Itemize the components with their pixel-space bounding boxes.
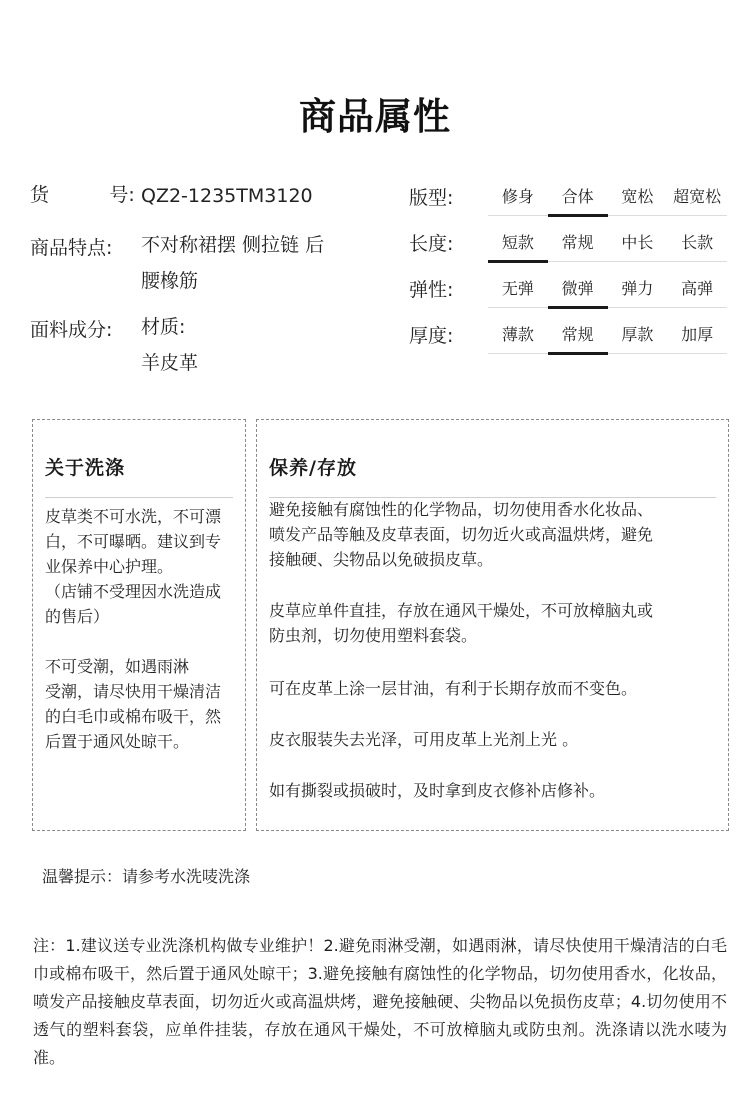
attr-value-line1: 材质: bbox=[141, 316, 186, 338]
spec-option: 超宽松 bbox=[673, 187, 722, 206]
attr-value: QZ2-1235TM3120 bbox=[141, 185, 313, 207]
spec-label: 版型: bbox=[409, 187, 454, 209]
spec-options bbox=[488, 317, 727, 354]
spec-option: 加厚 bbox=[681, 325, 714, 344]
text-line: 皮草应单件直挂，存放在通风干燥处，不可放樟脑丸或 bbox=[269, 601, 654, 620]
spec-row bbox=[409, 179, 722, 221]
attr-value-line2: 腰橡筋 bbox=[141, 270, 199, 292]
washing-para-1 bbox=[45, 504, 221, 629]
spec-label: 弹性: bbox=[409, 279, 454, 301]
spec-option: 宽松 bbox=[621, 187, 654, 206]
attr-value-line1: 不对称裙摆 侧拉链 后 bbox=[141, 234, 325, 256]
spec-option: 中长 bbox=[621, 233, 654, 252]
text-line: 避免接触有腐蚀性的化学物品，切勿使用香水化妆品、 bbox=[269, 500, 654, 519]
care-para-4: 皮衣服装失去光泽，可用皮革上光剂上光 。 bbox=[269, 730, 579, 749]
spec-options bbox=[488, 179, 727, 216]
divider bbox=[45, 497, 233, 498]
care-para-2 bbox=[269, 598, 653, 648]
spec-label: 厚度: bbox=[409, 325, 454, 347]
spec-option: 长款 bbox=[681, 233, 714, 252]
spec-option-selected: 短款 bbox=[488, 225, 548, 261]
attr-value-line2: 羊皮革 bbox=[141, 352, 199, 374]
text-line: （店铺不受理因水洗造成 bbox=[45, 582, 222, 601]
text-line: 白，不可曝晒。建议到专 bbox=[45, 532, 222, 551]
spec-row bbox=[409, 271, 719, 313]
text-line: 接触硬、尖物品以免破损皮草。 bbox=[269, 550, 494, 569]
page-title: 商品属性 bbox=[299, 95, 451, 138]
spec-row bbox=[409, 225, 719, 267]
spec-row bbox=[409, 317, 719, 359]
spec-options bbox=[488, 225, 727, 262]
spec-option: 薄款 bbox=[501, 325, 534, 344]
attr-label: 货 号: bbox=[30, 184, 135, 206]
spec-label: 长度: bbox=[409, 233, 454, 255]
text-line: 的白毛巾或棉布吸干，然 bbox=[45, 707, 222, 726]
spec-option-selected: 合体 bbox=[548, 179, 608, 215]
spec-options bbox=[488, 271, 727, 308]
text-line: 喷发产品等触及皮草表面，切勿近火或高温烘烤，避免 bbox=[269, 525, 654, 544]
care-note: 注：1.建议送专业洗涤机构做专业维护！2.避免雨淋受潮，如遇雨淋，请尽快使用干燥清洁的白毛巾或棉布吸干，然后置于通风处晾干；3.避免接触有腐蚀性的化学物品，切勿使用香水，化妆品，喷发产品接触皮草表面，切勿近火或高温烘烤，避免接触硬、尖物品以免损伤皮草；4.切勿使用不透气的塑料套袋，应单件挂装，存放在通风干燥处，不可放樟脑丸或防虫剂。洗涤请以洗水唛为准。 bbox=[33, 936, 727, 1067]
text-line: 皮草类不可水洗，不可漂 bbox=[45, 507, 222, 526]
spec-option: 弹力 bbox=[621, 279, 654, 298]
text-line: 的售后） bbox=[45, 607, 110, 626]
spec-option: 修身 bbox=[501, 187, 534, 206]
spec-option: 厚款 bbox=[621, 325, 654, 344]
care-para-5: 如有撕裂或损破时，及时拿到皮衣修补店修补。 bbox=[269, 781, 606, 800]
attr-label: 面料成分: bbox=[30, 319, 113, 341]
text-line: 业保养中心护理。 bbox=[45, 557, 174, 576]
text-line: 不可受潮，如遇雨淋 bbox=[45, 657, 190, 676]
spec-option: 高弹 bbox=[681, 279, 714, 298]
warm-tip: 温馨提示：请参考水洗唛洗涤 bbox=[42, 867, 251, 886]
care-para-3: 可在皮革上涂一层甘油，有利于长期存放而不变色。 bbox=[269, 679, 638, 698]
care-title: 保养/存放 bbox=[269, 457, 357, 479]
attr-label: 商品特点: bbox=[30, 237, 113, 259]
washing-para-2 bbox=[45, 654, 221, 754]
text-line: 受潮，请尽快用干燥清洁 bbox=[45, 682, 222, 701]
text-line: 后置于通风处晾干。 bbox=[45, 732, 190, 751]
spec-option: 无弹 bbox=[501, 279, 534, 298]
washing-title: 关于洗涤 bbox=[45, 457, 126, 479]
spec-option-selected: 常规 bbox=[548, 317, 608, 353]
care-para-1 bbox=[269, 497, 653, 572]
spec-option: 常规 bbox=[561, 233, 594, 252]
washing-box bbox=[32, 419, 246, 831]
text-line: 防虫剂，切勿使用塑料套袋。 bbox=[269, 626, 478, 645]
spec-option-selected: 微弹 bbox=[548, 271, 608, 307]
care-box bbox=[256, 419, 729, 831]
